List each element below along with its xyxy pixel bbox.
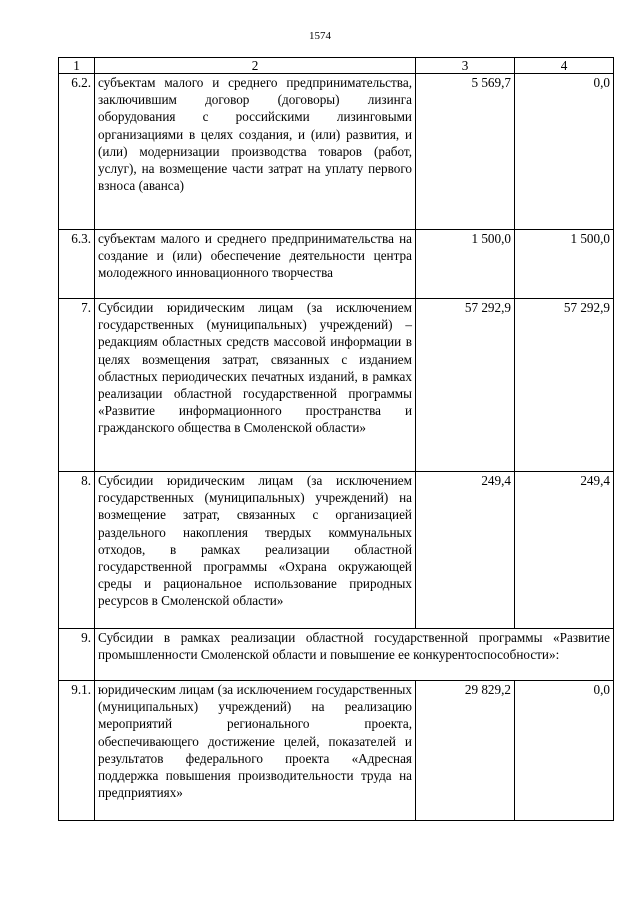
table-row bbox=[59, 472, 614, 629]
page-number: 1574 bbox=[309, 30, 331, 42]
row-description: субъектам малого и среднего предпринимательства, заключившим договор (договоры) лизинга оборудования с российскими лизинговыми организациями в целях создания, и (или) развития, и (или) модернизации производства товаров (работ, услуг), на возмещение части затрат на уплату первого взноса (аванса) bbox=[95, 74, 416, 230]
table-row bbox=[59, 681, 614, 821]
row-description: субъектам малого и среднего предпринимательства на создание и (или) обеспечение деятельности центра молодежного инновационного творчества bbox=[95, 230, 416, 299]
table-row bbox=[59, 230, 614, 299]
row-number: 9.1. bbox=[59, 681, 95, 821]
row-value-col3: 29 829,2 bbox=[416, 681, 515, 821]
row-number: 6.3. bbox=[59, 230, 95, 299]
budget-table bbox=[58, 57, 614, 821]
row-value-col3: 1 500,0 bbox=[416, 230, 515, 299]
row-number: 6.2. bbox=[59, 74, 95, 230]
header-col-4: 4 bbox=[515, 58, 614, 74]
row-value-col4: 0,0 bbox=[515, 681, 614, 821]
header-col-2: 2 bbox=[95, 58, 416, 74]
table-header-row bbox=[59, 58, 614, 74]
row-description-merged: Субсидии в рамках реализации областной государственной программы «Развитие промышленности Смоленской области и повышение ее конкурентоспособности»: bbox=[95, 629, 614, 681]
row-value-col3: 249,4 bbox=[416, 472, 515, 629]
table-row bbox=[59, 299, 614, 472]
table-row bbox=[59, 74, 614, 230]
header-col-3: 3 bbox=[416, 58, 515, 74]
row-value-col4: 1 500,0 bbox=[515, 230, 614, 299]
row-description: Субсидии юридическим лицам (за исключением государственных (муниципальных) учреждений) – редакциям областных средств массовой информации в целях возмещения затрат, связанных с изданием областных периодических печатных изданий, в рамках реализации областной государственной программы «Развитие информационного пространства и гражданского общества в Смоленской области» bbox=[95, 299, 416, 472]
row-value-col3: 57 292,9 bbox=[416, 299, 515, 472]
table-row bbox=[59, 629, 614, 681]
row-number: 9. bbox=[59, 629, 95, 681]
row-description: юридическим лицам (за исключением государственных (муниципальных) учреждений) на реализацию мероприятий регионального проекта, обеспечивающего достижение целей, показателей и результатов федерального проекта «Адресная поддержка повышения производительности труда на предприятиях» bbox=[95, 681, 416, 821]
row-number: 7. bbox=[59, 299, 95, 472]
row-value-col4: 249,4 bbox=[515, 472, 614, 629]
row-value-col4: 57 292,9 bbox=[515, 299, 614, 472]
row-number: 8. bbox=[59, 472, 95, 629]
row-value-col4: 0,0 bbox=[515, 74, 614, 230]
row-value-col3: 5 569,7 bbox=[416, 74, 515, 230]
header-col-1: 1 bbox=[59, 58, 95, 74]
row-description: Субсидии юридическим лицам (за исключением государственных (муниципальных) учреждений) на возмещение затрат, связанных с организацией раздельного накопления твердых коммунальных отходов, в рамках реализации областной государственной программы «Охрана окружающей среды и рациональное использование природных ресурсов в Смоленской области» bbox=[95, 472, 416, 629]
